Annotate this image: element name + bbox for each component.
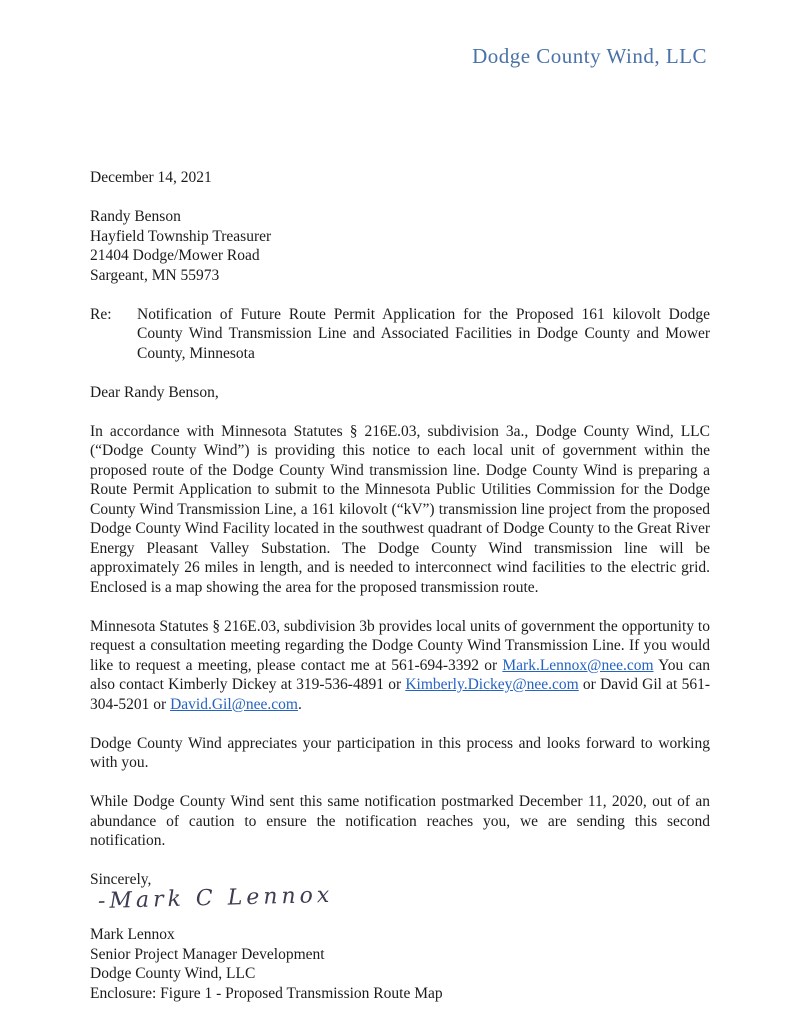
salutation: Dear Randy Benson, — [90, 383, 219, 401]
valediction: Sincerely, — [90, 871, 152, 888]
email-link-mark-lennox[interactable]: Mark.Lennox@nee.com — [502, 656, 654, 674]
recipient-name: Randy Benson — [90, 208, 181, 225]
enclosure-note: Enclosure: Figure 1 - Proposed Transmission Route Map — [90, 984, 443, 1002]
handwritten-signature: -Mark C Lennox — [97, 882, 334, 914]
paragraph-2 — [90, 617, 710, 715]
sender-company: Dodge County Wind, LLC — [90, 965, 256, 982]
recipient-street: 21404 Dodge/Mower Road — [90, 247, 260, 264]
paragraph-2-text: . — [297, 695, 302, 713]
email-link-kimberly-dickey[interactable]: Kimberly.Dickey@nee.com — [405, 676, 579, 693]
subject-text: Notification of Future Route Permit Application for the Proposed 161 kilovolt Dodge County Wind Transmission Line and Associated Facilities in Dodge County and Mower County, Minnesota — [137, 305, 710, 362]
paragraph-4: While Dodge County Wind sent this same notification postmarked December 11, 2020, out of an abundance of caution to ensure the notification reaches you, we are sending this second notification. — [90, 793, 710, 849]
sender-name: Mark Lennox — [90, 926, 175, 943]
sender-title: Senior Project Manager Development — [90, 945, 325, 963]
recipient-city-state-zip: Sargeant, MN 55973 — [90, 266, 220, 284]
paragraph-2-text: Minnesota Statutes § 216E.03, subdivision 3b provides local units of government the opportunity to request a consultation meeting regarding the Dodge County Wind Transmission Line. If you would like to request a meeting, please contact me at 561-694-3392 or — [90, 617, 710, 674]
paragraph-2-text: You can also contact Kimberly Dickey at 319-536-4891 or — [90, 656, 711, 693]
recipient-title: Hayfield Township Treasurer — [90, 227, 272, 245]
paragraph-1: In accordance with Minnesota Statutes § 216E.03, subdivision 3a., Dodge County Wind, LLC (“Dodge County Wind”) is providing this notice to each local unit of government within the proposed route of the Dodge County Wind transmission line. Dodge County Wind is preparing a Route Permit Application to submit to the Minnesota Public Utilities Commission for the Dodge County Wind Transmission Line, a 161 kilovolt (“kV”) transmission line project from the proposed Dodge County Wind Facility located in the southwest quadrant of Dodge County to the Great River Energy Pleasant Valley Substation. The Dodge County Wind transmission line will be approximately 26 miles in length, and is needed to interconnect wind facilities to the electric grid. Enclosed is a map showing the area for the proposed transmission route. — [90, 422, 710, 596]
subject-label: Re: — [90, 305, 112, 323]
paragraph-3: Dodge County Wind appreciates your participation in this process and looks forward to working with you. — [90, 734, 710, 771]
recipient-address-block — [90, 207, 710, 285]
letter-date: December 14, 2021 — [90, 169, 212, 186]
subject-line — [90, 305, 710, 364]
email-link-david-gil[interactable]: David.Gil@nee.com — [170, 695, 298, 713]
letterhead-company-name: Dodge County Wind, LLC — [472, 44, 707, 68]
signature-block — [90, 925, 710, 1003]
paragraph-2-text: or David Gil at 561-304-5201 or — [90, 676, 710, 713]
letter-body-content — [90, 168, 710, 1003]
